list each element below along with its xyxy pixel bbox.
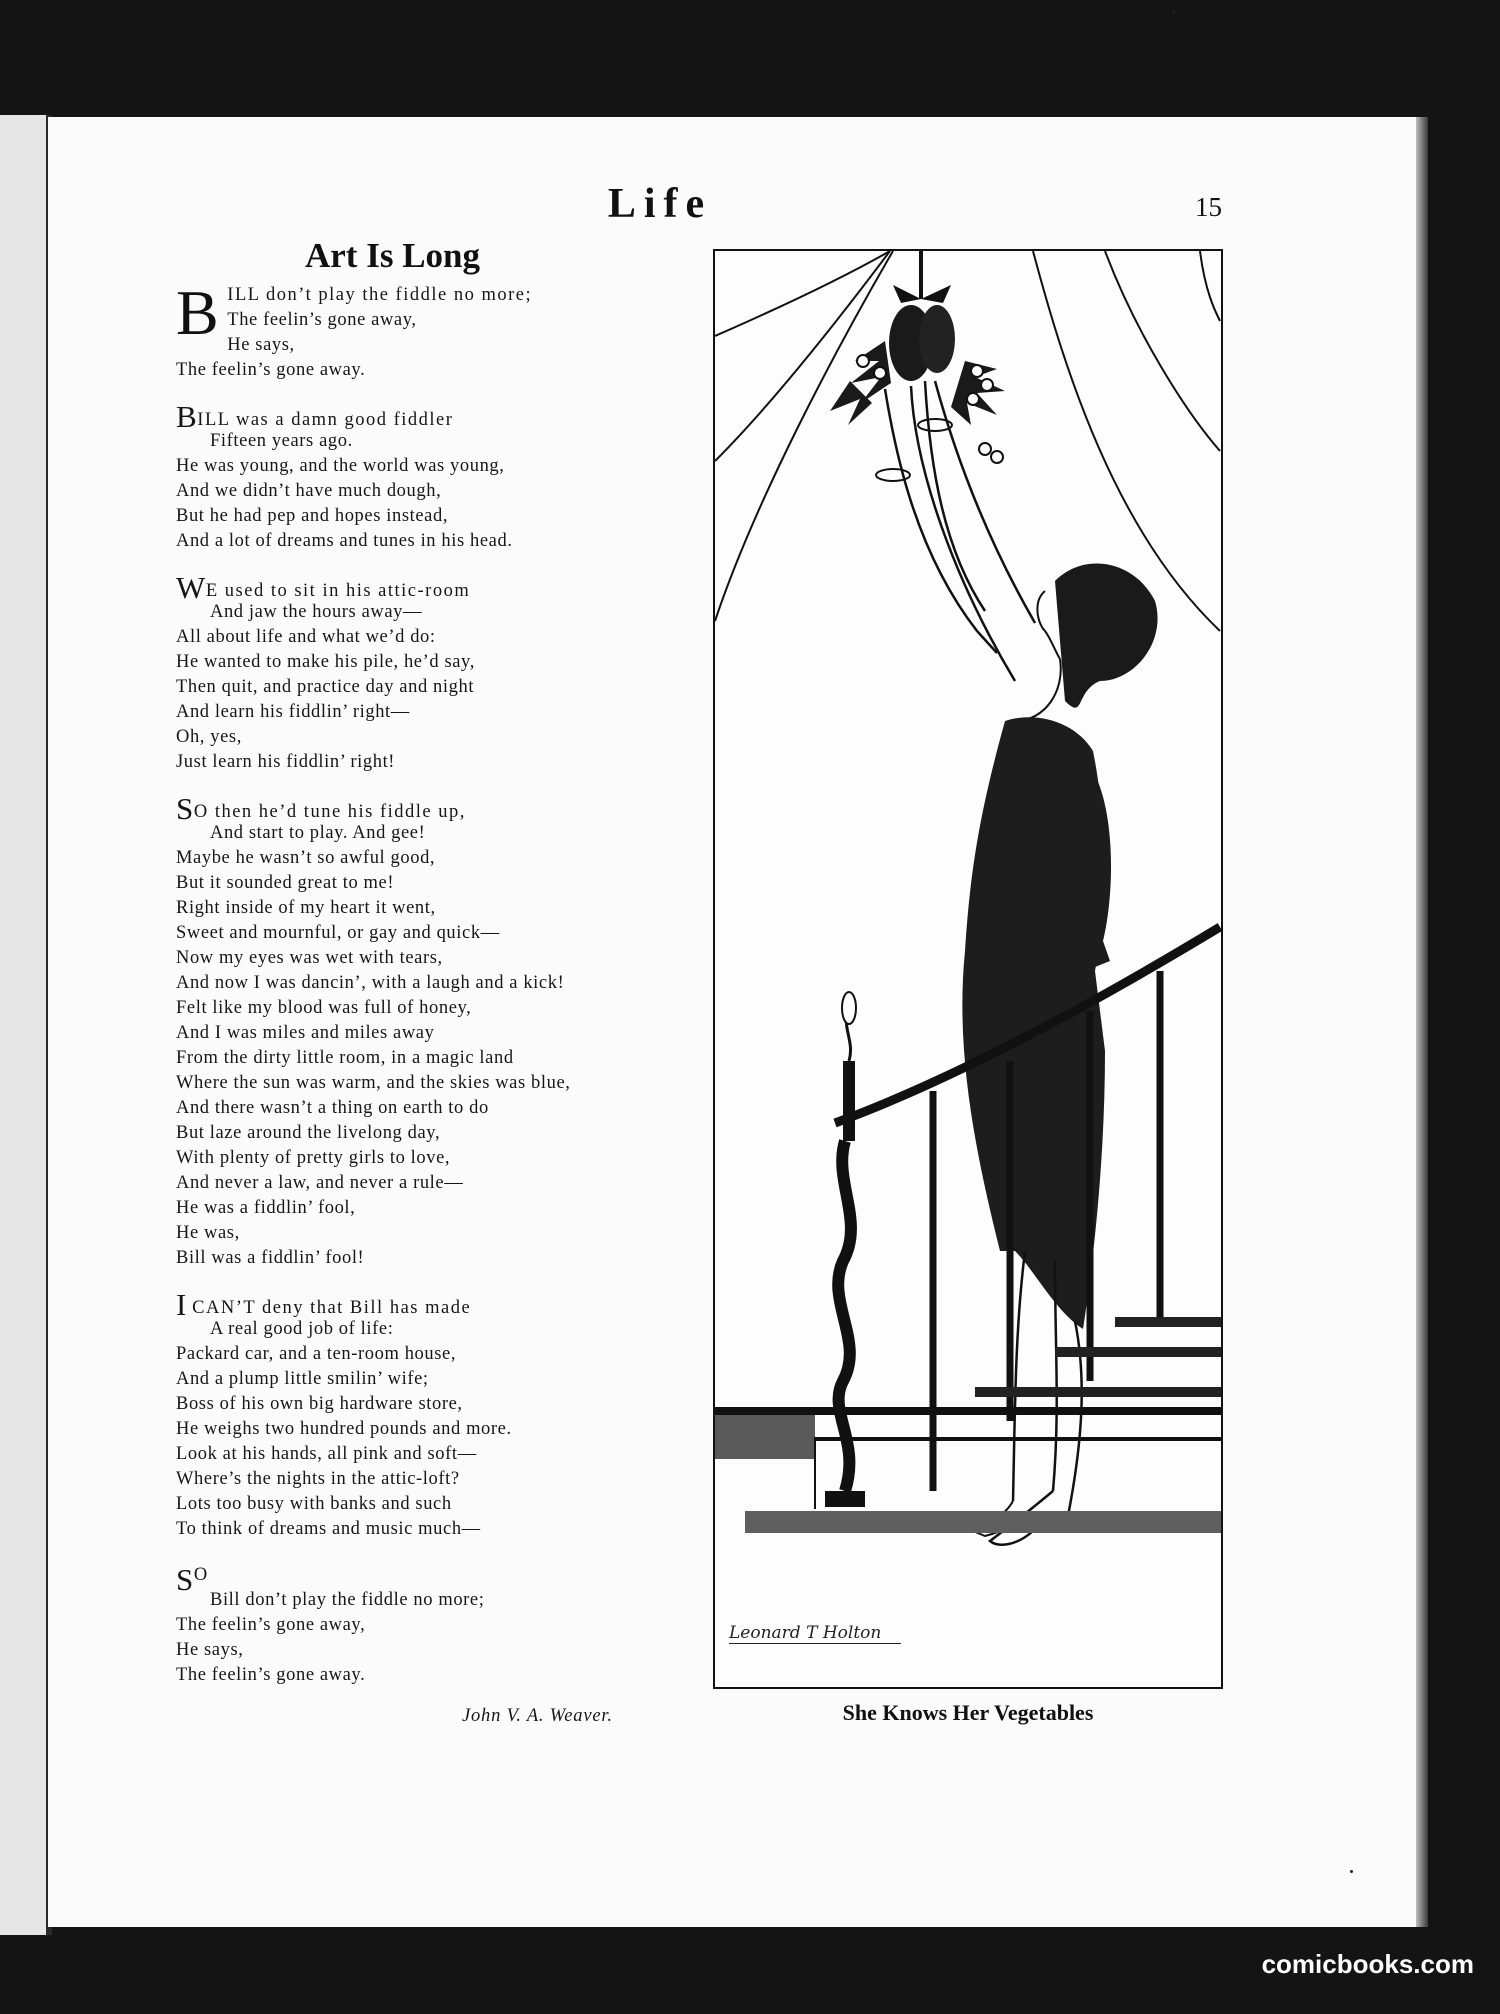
initial-cap: W — [176, 570, 206, 605]
poem-line: The feelin’s gone away, — [176, 1615, 366, 1635]
poem-line: Now my eyes was wet with tears, — [176, 948, 443, 968]
poem-line: Boss of his own big hardware store, — [176, 1394, 463, 1414]
poem-line: Then quit, and practice day and night — [176, 677, 475, 697]
poem-line: Bill don’t play the fiddle no more; — [210, 1590, 485, 1610]
poem-line: All about life and what we’d do: — [176, 627, 436, 647]
stanza-2 — [176, 399, 696, 554]
poem-line: Maybe he wasn’t so awful good, — [176, 848, 436, 868]
poem-line: A real good job of life: — [210, 1319, 394, 1339]
illustration-caption: She Knows Her Vegetables — [842, 1700, 1094, 1725]
initial-cap: B — [176, 399, 198, 434]
poem-line: The feelin’s gone away. — [176, 360, 366, 380]
stanza-5 — [176, 1287, 696, 1542]
poem-line: Where’s the nights in the attic-loft? — [176, 1469, 460, 1489]
poem-line: E used to sit in his attic-room — [205, 581, 471, 601]
poem-line: And never a law, and never a rule— — [176, 1173, 464, 1193]
artist-signature: Leonard T Holton — [729, 1623, 901, 1644]
poem-line: And learn his fiddlin’ right— — [176, 702, 410, 722]
poem-line: ILL was a damn good fiddler — [197, 410, 454, 430]
poem-line: Lots too busy with banks and such — [176, 1494, 452, 1514]
left-page-edge — [0, 115, 52, 1935]
poem-line: But it sounded great to me! — [176, 873, 395, 893]
page-edge-shadow — [1416, 117, 1428, 1927]
poem-line: And a plump little smilin’ wife; — [176, 1369, 429, 1389]
poem-line: Just learn his fiddlin’ right! — [176, 752, 396, 772]
stanza-1 — [176, 277, 696, 383]
stanza-4 — [176, 791, 696, 1271]
page-number: 15 — [1195, 192, 1222, 222]
woman-figure — [876, 381, 1158, 1545]
poem-line: And a lot of dreams and tunes in his head. — [176, 531, 513, 551]
poem-line: Right inside of my heart it went, — [176, 898, 436, 918]
poem-line: He says, — [227, 335, 295, 355]
stanza-6 — [176, 1563, 696, 1688]
initial-cap: S — [176, 1562, 194, 1597]
initial-cap: I — [176, 1287, 187, 1322]
illustration-drawing — [715, 251, 1221, 1687]
poem-line: Packard car, and a ten-room house, — [176, 1344, 457, 1364]
poem-line: He was a fiddlin’ fool, — [176, 1198, 356, 1218]
poem-line: CAN’T deny that Bill has made — [192, 1298, 472, 1318]
poem-line: Bill was a fiddlin’ fool! — [176, 1248, 365, 1268]
stanza-3 — [176, 570, 696, 775]
poem-line: He was young, and the world was young, — [176, 456, 505, 476]
poem-line: With plenty of pretty girls to love, — [176, 1148, 451, 1168]
poem-line: O then he’d tune his fiddle up, — [193, 802, 466, 822]
poem-line: The feelin’s gone away. — [176, 1665, 366, 1685]
poem-line: And start to play. And gee! — [210, 823, 426, 843]
poem-line: He wanted to make his pile, he’d say, — [176, 652, 475, 672]
mistletoe — [830, 251, 1005, 463]
poem-line: O — [193, 1565, 209, 1585]
initial-cap: S — [176, 791, 194, 826]
magazine-title: Life — [607, 181, 713, 227]
poem-line: And there wasn’t a thing on earth to do — [176, 1098, 489, 1118]
poem-line: And we didn’t have much dough, — [176, 481, 442, 501]
poem-line: Oh, yes, — [176, 727, 242, 747]
poem-line: Where the sun was warm, and the skies was blue, — [176, 1073, 571, 1093]
scan-speck — [1350, 1870, 1353, 1873]
watermark: comicbooks.com — [1261, 1949, 1474, 1979]
poem-line: He says, — [176, 1640, 244, 1660]
poem-line: From the dirty little room, in a magic land — [176, 1048, 514, 1068]
drop-cap: B — [176, 277, 220, 348]
poem-line: Look at his hands, all pink and soft— — [176, 1444, 477, 1464]
poem-line: And I was miles and miles away — [176, 1023, 435, 1043]
poem-line: ILL don’t play the fiddle no more; — [227, 285, 533, 305]
poem-line: And now I was dancin’, with a laugh and a kick! — [176, 973, 565, 993]
poem-line: And jaw the hours away— — [210, 602, 423, 622]
poem-title: Art Is Long — [304, 236, 481, 275]
poem-line: Felt like my blood was full of honey, — [176, 998, 472, 1018]
poem-line: To think of dreams and music much— — [176, 1519, 481, 1539]
poem-body — [176, 277, 696, 1709]
poem-line: But laze around the livelong day, — [176, 1123, 441, 1143]
poem-author: John V. A. Weaver. — [462, 1706, 613, 1726]
poem-line: Sweet and mournful, or gay and quick— — [176, 923, 500, 943]
poem-line: He was, — [176, 1223, 240, 1243]
poem-line: Fifteen years ago. — [210, 431, 353, 451]
scan-speck — [1172, 10, 1175, 13]
poem-line: The feelin’s gone away, — [227, 310, 417, 330]
poem-line: But he had pep and hopes instead, — [176, 506, 449, 526]
poem-line: He weighs two hundred pounds and more. — [176, 1419, 512, 1439]
illustration — [713, 249, 1223, 1689]
